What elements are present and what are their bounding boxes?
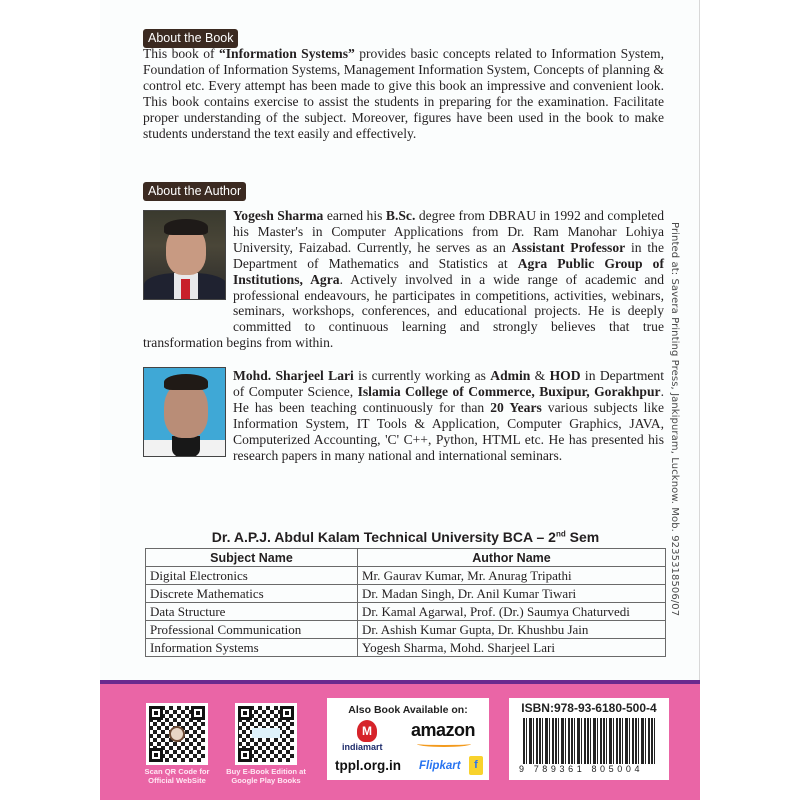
bio-role: HOD xyxy=(549,368,581,383)
bio-role: Admin xyxy=(490,368,531,383)
ebook-qr-caption: Buy E-Book Edition at Google Play Books xyxy=(226,767,306,785)
bio-text: & xyxy=(530,368,550,383)
qr-finder xyxy=(149,706,163,720)
header-author-name: Author Name xyxy=(358,549,666,567)
bio-text: . Actively involved in a wide range of academic and professional endeavours, he participates in competitions, activities, webinars, seminars, workshops, conferences, and educational projects. He is deeply committed to continuous learning and strongly believes that true transformation begins from within. xyxy=(143,271,664,351)
website-qr-caption: Scan QR Code for Official WebSite xyxy=(144,767,210,785)
bio-text: degree from DBRAU in 1992 and completed his Master's in Computer Applications from Dr. Ram Manohar Lohiya University, Faizabad. Currently, he serves as an xyxy=(233,208,664,255)
syllabus-title xyxy=(143,529,668,545)
header-subject-name: Subject Name xyxy=(146,549,358,567)
photo-spacer xyxy=(143,368,233,480)
bio-text: is currently working as xyxy=(353,368,491,383)
subject-cell: Professional Communication xyxy=(146,621,358,639)
flipkart-bag-icon: f xyxy=(469,756,483,775)
syllabus-title-main: Dr. A.P.J. Abdul Kalam Technical University BCA – 2 xyxy=(211,529,556,545)
bio-institution: Islamia College of Commerce, Buxipur, Gorakhpur xyxy=(357,383,661,399)
book-title: “Information Systems” xyxy=(218,46,355,61)
about-book-body: provides basic concepts related to Information System, Foundation of Information Systems, Management Information System, Concepts of planning & control etc. Every attempt has been made to give this book an impressive and convenient look. This book contains exercise to assist the students in preparing for the examination. Facilitate proper understanding of the subject. Moreover, figures have been used in the book to make students understand the text easily and effectively. xyxy=(143,46,665,141)
qr-logo-icon xyxy=(252,728,280,738)
author-name: Mohd. Sharjeel Lari xyxy=(233,368,354,383)
isbn-label: ISBN:978-93-6180-500-4 xyxy=(521,701,657,715)
footer-rule xyxy=(100,680,700,684)
qr-finder xyxy=(191,706,205,720)
amazon-logo: amazon xyxy=(411,720,476,740)
isbn-barcode-box xyxy=(509,698,669,780)
store-availability-box xyxy=(327,698,489,780)
table-row xyxy=(146,585,666,603)
about-author-heading: About the Author xyxy=(143,182,246,201)
subject-cell: Discrete Mathematics xyxy=(146,585,358,603)
author-cell: Mr. Gaurav Kumar, Mr. Anurag Tripathi xyxy=(358,567,666,585)
author-bio-yogesh-sharma xyxy=(143,208,664,351)
bio-text: earned his xyxy=(323,208,386,223)
barcode-digits: 9 789361 805004 xyxy=(519,764,659,774)
photo-spacer xyxy=(143,208,233,335)
amazon-smile-icon xyxy=(417,741,471,747)
syllabus-title-sup: nd xyxy=(555,529,566,539)
qr-finder xyxy=(280,706,294,720)
qr-finder xyxy=(238,706,252,720)
subject-cell: Information Systems xyxy=(146,639,358,657)
printer-imprint: Printed at: Savera Printing Press, Jankipuram, Lucknow. Mob. 9235318506/07 xyxy=(669,222,680,617)
table-row xyxy=(146,567,666,585)
bio-degree: B.Sc. xyxy=(385,208,416,223)
indiamart-label: indiamart xyxy=(342,742,383,752)
bio-experience: 20 Years xyxy=(490,399,542,415)
indiamart-logo-icon: M xyxy=(357,720,377,742)
bio-text: in Department of Computer Science, xyxy=(233,368,664,399)
qr-finder xyxy=(238,748,252,762)
table-row xyxy=(146,603,666,621)
qr-finder xyxy=(149,748,163,762)
bio-text: . He has been teaching continuously for than xyxy=(233,383,664,415)
website-qr-code[interactable] xyxy=(146,703,208,765)
bio-text: various subjects like Information System, IT Tools & Application, Computer Graphics, JAVA, Computerized Accounting, 'C' C++, Python, HTML etc. He has presented his research papers in many national and international seminars. xyxy=(233,399,664,463)
syllabus-table xyxy=(145,548,666,657)
about-book-intro: This book of xyxy=(143,46,219,61)
table-row xyxy=(146,639,666,657)
ebook-qr-code[interactable] xyxy=(235,703,297,765)
author-name: Yogesh Sharma xyxy=(233,208,324,223)
qr-code-icon xyxy=(238,706,294,762)
tppl-website: tppl.org.in xyxy=(335,758,401,773)
author-bio-sharjeel-lari xyxy=(143,368,664,480)
table-header-row xyxy=(146,549,666,567)
bio-text: in the Department of Mathematics and Statistics at xyxy=(233,239,664,271)
bio-institution: Agra Public Group of Institutions, Agra xyxy=(233,255,664,287)
author-cell: Yogesh Sharma, Mohd. Sharjeel Lari xyxy=(358,639,666,657)
table-row xyxy=(146,621,666,639)
author-cell: Dr. Kamal Agarwal, Prof. (Dr.) Saumya Chaturvedi xyxy=(358,603,666,621)
bio-position: Assistant Professor xyxy=(511,239,626,255)
flipkart-logo: Flipkart xyxy=(419,760,461,772)
about-book-heading: About the Book xyxy=(143,29,238,48)
author-cell: Dr. Madan Singh, Dr. Anil Kumar Tiwari xyxy=(358,585,666,603)
spine-divider xyxy=(699,0,700,680)
author-cell: Dr. Ashish Kumar Gupta, Dr. Khushbu Jain xyxy=(358,621,666,639)
qr-logo-icon xyxy=(169,726,185,742)
subject-cell: Digital Electronics xyxy=(146,567,358,585)
syllabus-title-tail: Sem xyxy=(565,529,600,545)
barcode-icon xyxy=(523,718,655,764)
subject-cell: Data Structure xyxy=(146,603,358,621)
qr-code-icon xyxy=(149,706,205,762)
about-book-paragraph xyxy=(143,46,664,141)
stores-title: Also Book Available on: xyxy=(348,704,468,716)
